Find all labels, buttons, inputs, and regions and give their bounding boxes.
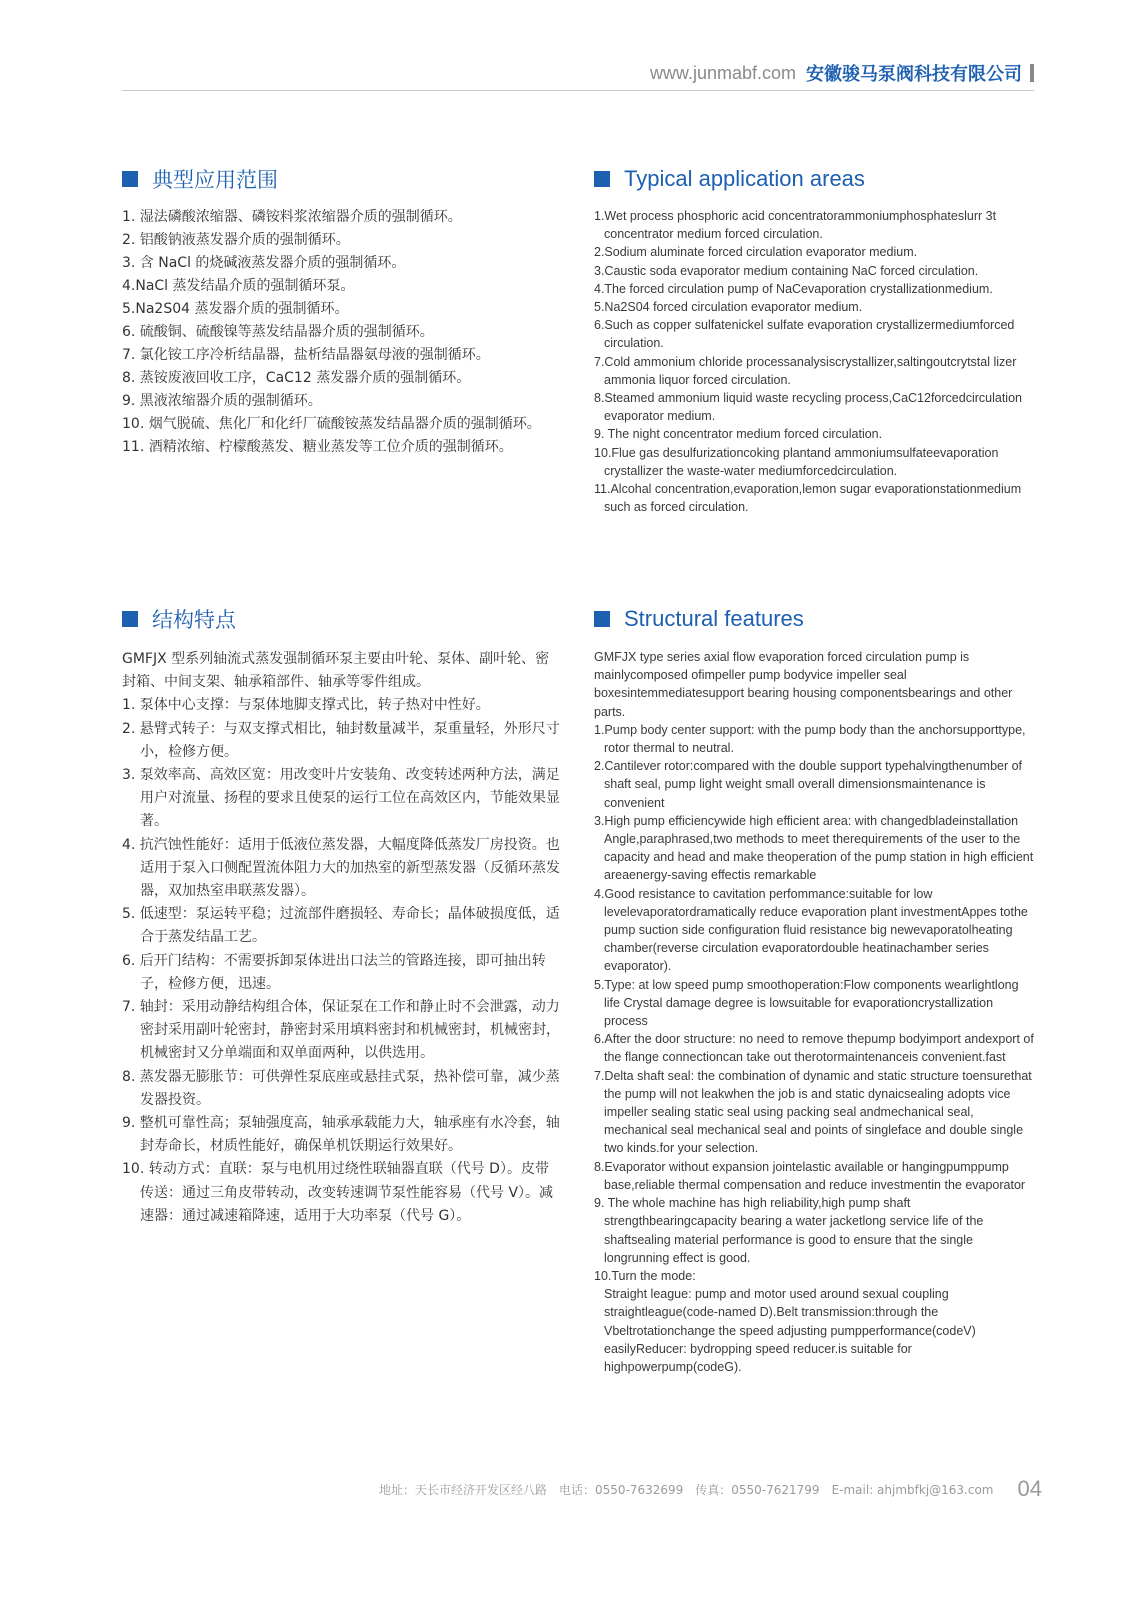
typical-zh-heading (122, 164, 562, 194)
list-item: 2. 悬臂式转子：与双支撑式相比，轴封数量减半，泵重量轻，外形尺寸小，检修方便。 (122, 720, 560, 760)
list-item: 3.Caustic soda evaporator medium containing NaC forced circulation. (594, 263, 979, 278)
list-item: 7.Delta shaft seal: the combination of dynamic and static structure toensurethat the pump will not leakwhen the job is and static dynaicsealing adopts vice impeller sealing static seal using packing seal andmechanical seal, mechanical seal mechanical seal and points of singleface and double single two kinds.for your selection. (594, 1068, 1032, 1156)
struct-en-title: Structural features (624, 606, 804, 631)
list-item: 1.Wet process phosphoric acid concentratorammoniumphosphateslurr 3t concentrator medium forced circulation. (594, 209, 997, 242)
square-bullet-icon (122, 171, 138, 187)
typical-en-title: Typical application areas (624, 166, 865, 191)
list-item: 5.Type: at low speed pump smoothoperation:Flow components wearlightlong life Crystal damage degree is lowsuitable for evaporationcrystallization process (594, 977, 1019, 1029)
list-item: 10.Turn the mode: (594, 1268, 696, 1283)
footer-contact: 地址：天长市经济开发区经八路 电话：0550-7632699 传真：0550-7621799 E-mail: ahjmbfkj@163.com (378, 1482, 994, 1497)
list-item: 3.High pump efficiencywide high efficient area: with changedbladeinstallation Angle,paraphrased,two methods to meet therequirements of the user to the capacity and head and make theoperation of the pump station in high efficient areaenergy-saving effectis remarkable (594, 813, 1034, 883)
list-item: 10. 烟气脱硫、焦化厂和化纤厂硫酸铵蒸发结晶器介质的强制循环。 (122, 416, 541, 432)
struct-en-body (594, 648, 1034, 1376)
struct-zh-body (122, 648, 562, 1228)
list-item: 5.Na2S04 蒸发器介质的强制循环。 (122, 301, 349, 317)
list-item: 2.Cantilever rotor:compared with the double support typehalvingthenumber of shaft seal, pump light weight small overall dimensionsmaintenance is convenient (594, 759, 1023, 810)
list-item: 2. 铝酸钠液蒸发器介质的强制循环。 (122, 232, 350, 248)
list-item: 5.Na2S04 forced circulation evaporator medium. (594, 300, 863, 315)
page-number: 04 (1017, 1476, 1042, 1501)
list-item: 1.Pump body center support: with the pump body than the anchorsupporttype, rotor thermal to neutral. (594, 722, 1026, 756)
struct-zh-section (122, 604, 562, 1228)
list-item: 10. 转动方式：直联：泵与电机用过绕性联轴器直联（代号 D）。皮带传送：通过三角皮带转动，改变转速调节泵性能容易（代号 V）。减速器：通过减速箱降速，适用于大功率泵（代号 G）。 (122, 1161, 554, 1224)
struct-zh-title: 结构特点 (152, 608, 236, 632)
list-item: 5. 低速型：泵运转平稳；过流部件磨损轻、寿命长；晶体破损度低，适合于蒸发结晶工艺。 (122, 906, 560, 946)
list-item: 4.NaCl 蒸发结晶介质的强制循环泵。 (122, 278, 355, 294)
list-item: 11. 酒精浓缩、柠檬酸蒸发、糖业蒸发等工位介质的强制循环。 (122, 439, 513, 455)
list-item: 2.Sodium aluminate forced circulation evaporator medium. (594, 245, 918, 260)
struct-en-heading (594, 604, 1034, 634)
typical-en-heading (594, 164, 1034, 194)
list-item: 6.Such as copper sulfatenickel sulfate evaporation crystallizermediumforced circulation. (594, 318, 1015, 351)
square-bullet-icon (594, 171, 610, 187)
typical-en-section (594, 164, 1034, 516)
mode-detail: Straight league: pump and motor used around sexual coupling straightleague(code-named D).Belt transmission:through the Vbeltrotationchange the speed adjusting pumpperformance(codeV) easilyReducer: bydropping speed reducer.is suitable for highpowerpump(codeG). (604, 1287, 976, 1374)
list-item: 10.Flue gas desulfurizationcoking plantand ammoniumsulfateevaporation crystallizer the waste-water mediumforcedcirculation. (594, 445, 999, 478)
struct-en-section (594, 604, 1034, 1376)
list-item: 8.Evaporator without expansion jointelastic available or hangingpumppump base,reliable thermal compensation and reduce investmentin the evaporator (594, 1159, 1026, 1192)
typical-en-list (594, 207, 1034, 516)
square-bullet-icon (594, 611, 610, 627)
list-item: 9. 黑液浓缩器介质的强制循环。 (122, 393, 322, 409)
typical-zh-title: 典型应用范围 (152, 168, 278, 192)
list-item: 1. 湿法磷酸浓缩器、磷铵料浆浓缩器介质的强制循环。 (122, 209, 462, 225)
list-item: 9. The whole machine has high reliability,high pump shaft strengthbearingcapacity bearing a water jacketlong service life of the shaftsealing material performance is good to ensure that the single longrunning effect is good. (594, 1196, 984, 1265)
page-footer (380, 1476, 1042, 1502)
list-item: 9. The night concentrator medium forced circulation. (594, 427, 883, 442)
square-bullet-icon (122, 611, 138, 627)
typical-zh-list (122, 206, 562, 459)
list-item: 1. 泵体中心支撑：与泵体地脚支撑式比，转子热对中性好。 (122, 697, 490, 714)
typical-zh-section (122, 164, 562, 459)
list-item: 9. 整机可靠性高；泵轴强度高，轴承承载能力大，轴承座有水冷套，轴封寿命长，材质性能好，确保单机饫期运行效果好。 (122, 1115, 560, 1155)
company-name: 安徽骏马泵阀科技有限公司 (806, 64, 1022, 85)
list-item: 6. 硫酸铜、硫酸镍等蒸发结晶器介质的强制循环。 (122, 324, 434, 340)
list-item: 8. 蒸发器无膨胀节：可供弹性泵底座或悬挂式泵，热补偿可靠，减少蒸发器投资。 (122, 1068, 560, 1108)
list-item: 4.Good resistance to cavitation perfommance:suitable for low levelevaporatordramatically reduce evaporation plant investmentAppes tothe pump suction side configuration fluid resistance big newevaporatolheating chamber(reverse circulation evaporatordouble heatinachamber series evaporator). (594, 886, 1028, 974)
list-item: 8.Steamed ammonium liquid waste recycling process,CaC12forcedcirculation evaporator medium. (594, 391, 1022, 424)
list-item: 7.Cold ammonium chloride processanalysiscrystallizer,saltingoutcrytstal lizer ammonia liquor forced circulation. (594, 354, 1017, 387)
header-bar-mark (1030, 64, 1034, 82)
list-item: 11.Alcohal concentration,evaporation,lemon sugar evaporationstationmedium such as forced circulation. (594, 482, 1022, 515)
page-header (122, 50, 1034, 91)
struct-en-intro: GMFJX type series axial flow evaporation forced circulation pump is mainlycomposed ofimpeller pump bodyvice impeller seal boxesintemmediatesupport bearing housing componentsbearings and other parts. (594, 650, 1013, 719)
list-item: 4. 抗汽蚀性能好：适用于低液位蒸发器，大幅度降低蒸发厂房投资。也适用于泵入口侧配置流体阻力大的加热室的新型蒸发器（反循环蒸发器，双加热室串联蒸发器）。 (122, 836, 560, 900)
list-item: 7. 轴封：采用动静结构组合体，保证泵在工作和静止时不会泄露，动力密封采用副叶轮密封，静密封采用填料密封和机械密封，机械密封，机械密封又分单端面和双单面两种，以供选用。 (122, 999, 560, 1062)
list-item: 6. 后开门结构：不需要拆卸泵体进出口法兰的管路连接，即可抽出转子，检修方便，迅速。 (122, 952, 546, 992)
list-item: 8. 蒸铵废液回收工序，CaC12 蒸发器介质的强制循环。 (122, 370, 471, 386)
list-item: 3. 含 NaCl 的烧碱液蒸发器介质的强制循环。 (122, 255, 406, 271)
list-item: 6.After the door structure: no need to remove thepump bodyimport andexport of the flange connectioncan take out therotormaintenanceis convenient.fast (594, 1032, 1034, 1065)
struct-zh-intro: GMFJX 型系列轴流式蒸发强制循环泵主要由叶轮、泵体、副叶轮、密封箱、中间支架、轴承箱部件、轴承等零件组成。 (122, 651, 550, 691)
header-brand (650, 60, 1034, 86)
list-item: 7. 氯化铵工序冷析结晶器，盐析结晶器氨母液的强制循环。 (122, 347, 490, 363)
site-url[interactable]: www.junmabf.com (649, 62, 796, 83)
list-item: 3. 泵效率高、高效区宽：用改变叶片安装角、改变转述两种方法，满足用户对流量、扬程的要求且使泵的运行工位在高效区内，节能效果显著。 (122, 767, 560, 830)
list-item: 4.The forced circulation pump of NaCevaporation crystallizationmedium. (594, 281, 993, 296)
struct-zh-heading (122, 604, 562, 634)
